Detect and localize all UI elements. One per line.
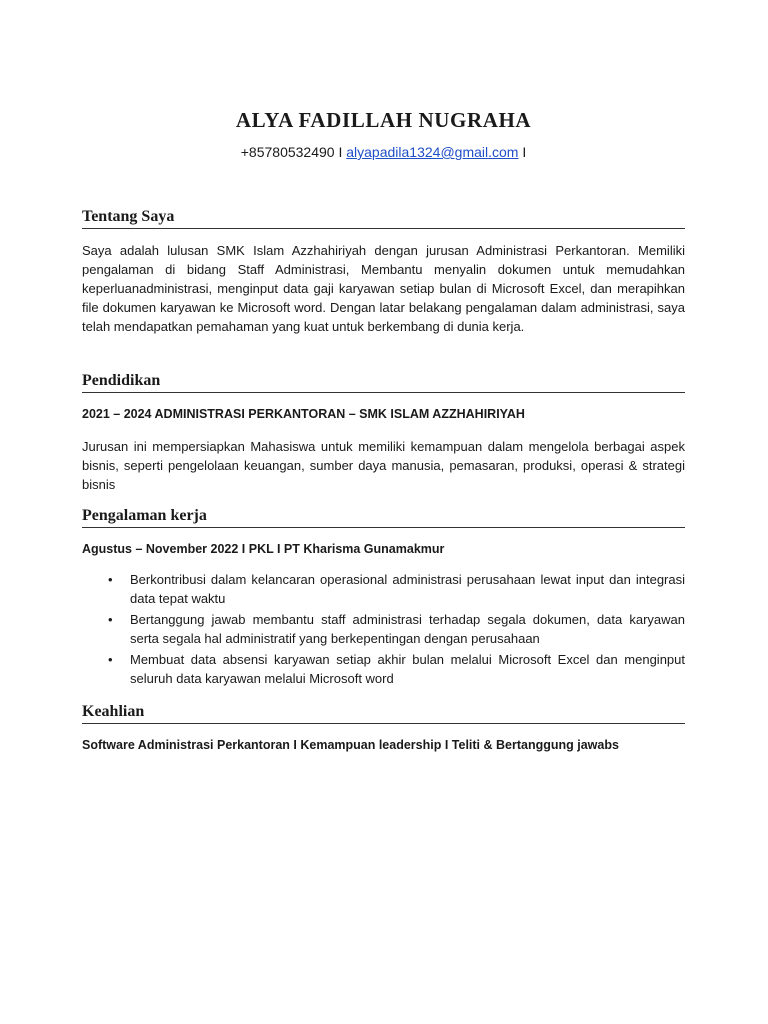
experience-entry-heading: Agustus – November 2022 I PKL I PT Kharisma Gunamakmur (82, 542, 445, 556)
bullet-text: Berkontribusi dalam kelancaran operasional administrasi perusahaan lewat input dan integrasi data tepat waktu (130, 572, 685, 606)
list-item (82, 610, 685, 648)
bullet-icon: • (108, 652, 113, 667)
contact-separator: I (338, 144, 343, 160)
list-item (82, 570, 685, 608)
bullet-icon: • (108, 572, 113, 587)
section-title-education: Pendidikan (82, 372, 685, 393)
education-paragraph: Jurusan ini mempersiapkan Mahasiswa untuk memiliki kemampuan dalam mengelola berbagai aspek bisnis, seperti pengelolaan keuangan, sumber daya manusia, pemasaran, produksi, operasi & strategi bisnis (82, 439, 685, 492)
bullet-text: Membuat data absensi karyawan setiap akhir bulan melalui Microsoft Excel dan menginput seluruh data karyawan melalui Microsoft word (130, 652, 685, 686)
section-title-about: Tentang Saya (82, 208, 685, 229)
about-paragraph: Saya adalah lulusan SMK Islam Azzhahiriyah dengan jurusan Administrasi Perkantoran. Memiliki pengalaman di bidang Staff Administrasi, Membantu menyalin dokumen untuk memudahkan keperluanadministrasi, menginput data gaji karyawan setiap bulan di Microsoft Excel, dan merapihkan file dokumen karyawan ke Microsoft word. Dengan latar belakang pengalaman dalam administrasi, saya telah mendapatkan pemahaman yang kuat untuk berkembang di dunia kerja. (82, 243, 685, 334)
contact-line (82, 144, 685, 160)
experience-bullet-list (82, 570, 685, 690)
bullet-icon: • (108, 612, 113, 627)
section-title-skills: Keahlian (82, 703, 685, 724)
bullet-text: Bertanggung jawab membantu staff administrasi terhadap segala dokumen, data karyawan serta segala hal administratif yang berkepentingan dengan perusahaan (130, 612, 685, 646)
list-item (82, 650, 685, 688)
section-title-experience: Pengalaman kerja (82, 507, 685, 528)
phone-number: +85780532490 (240, 144, 335, 160)
email-link[interactable]: alyapadila1324@gmail.com (346, 144, 519, 160)
education-entry-heading: 2021 – 2024 ADMINISTRASI PERKANTORAN – SMK ISLAM AZZHAHIRIYAH (82, 407, 525, 421)
applicant-name: ALYA FADILLAH NUGRAHA (235, 108, 532, 132)
contact-separator-trailing: I (522, 144, 527, 160)
skills-line: Software Administrasi Perkantoran I Kemampuan leadership I Teliti & Bertanggung jawabs (82, 738, 619, 752)
